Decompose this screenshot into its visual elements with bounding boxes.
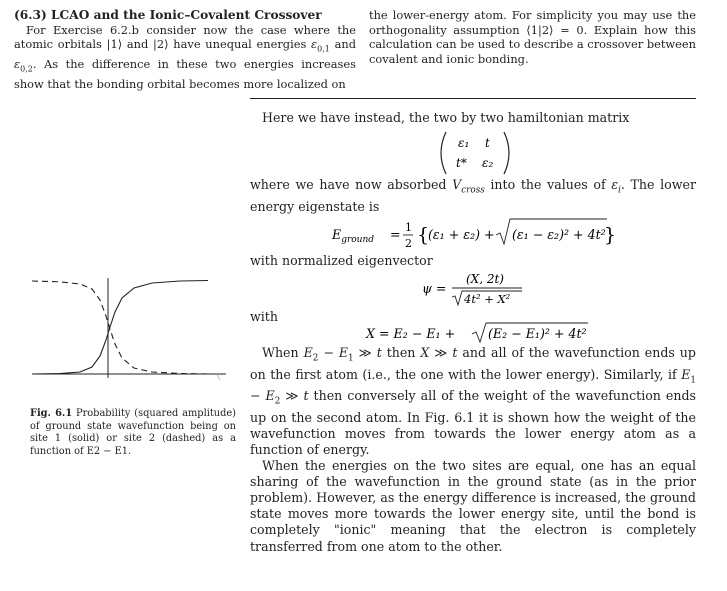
svg-text:=: = (390, 226, 401, 242)
exercise-title: (6.3) LCAO and the Ionic–Covalent Crossover (14, 8, 322, 22)
svg-text:1: 1 (405, 220, 412, 234)
matrix-a21: t* (456, 156, 467, 171)
exercise-left-column (14, 8, 356, 92)
svg-text:(X, 2t): (X, 2t) (466, 271, 504, 286)
svg-text:}: } (604, 223, 617, 246)
paragraph-1: When $E_2 - E_1$ ≫ t then X ≫ t and all of the wavefunction ends up on the first atom (i.e., the one with the lower energy). Similarly, if $E_1 - E_2$ ≫ t then conversely all of the weight of the wavefunction ends up on the second atom. In Fig. 6.1 it is shown how the weight of the wavefunction moves from towards the lower energy atom as a function of energy. (250, 344, 696, 457)
caption-text: Probability (squared amplitude) of ground state wavefunction being on site 1 (solid) or site 2 (dashed) as a function of E2 − E1. (30, 408, 236, 457)
caption-label: Fig. 6.1 (30, 408, 73, 419)
svg-text:4t² + X²: 4t² + X² (464, 291, 511, 306)
section-rule (250, 98, 696, 99)
hamiltonian-matrix (250, 129, 696, 177)
figure-caption (30, 408, 236, 458)
svg-text:Eground: $E_{ground}$ (332, 226, 375, 245)
matrix-a11: ε₁ (458, 136, 470, 151)
exercise-right-column (369, 8, 696, 66)
e-ground-equation (250, 215, 696, 253)
figure-6-1 (30, 278, 230, 398)
matrix-a22: ε₂ (482, 156, 494, 171)
solid-curve-site-1 (32, 281, 208, 375)
matrix-a12: t (485, 136, 490, 151)
solution-intro: Here we have instead, the two by two hamiltonian matrix (262, 110, 630, 125)
svg-text:2: 2 (405, 236, 412, 250)
solution-body (250, 110, 696, 555)
svg-text:(E₂ − E₁)² + 4t²: (E₂ − E₁)² + 4t² (488, 325, 587, 341)
svg-text:X = E₂ − E₁ +: X = E₂ − E₁ + (366, 325, 456, 341)
absorbed-text: where we have now absorbed $V_{cross}$ into the values of $\varepsilon_i$. The lower energy eigenstate is (250, 177, 697, 214)
svg-text:(ε₁ − ε₂)² + 4t²: (ε₁ − ε₂)² + 4t² (512, 226, 606, 242)
psi-equation (250, 269, 696, 309)
dashed-curve-site-2 (32, 281, 208, 374)
svg-text:(ε₁ + ε₂) +: (ε₁ + ε₂) + (428, 226, 495, 242)
exercise-text-left: For Exercise 6.2.b consider now the case where the atomic orbitals |1⟩ and |2⟩ have unequal energies $\varepsilon_{0,1}$ and $\varepsilon_{0,2}$. As the difference in these two energies increases show that the bonding orbital becomes more localized on (14, 22, 356, 91)
normalized-text: with normalized eigenvector (250, 252, 433, 268)
exercise-text-right: the lower-energy atom. For simplicity you may use the orthogonality assumption ⟨1|2⟩ = 0. Explain how this calculation can be used to describe a crossover between covalent and ionic bonding. (369, 8, 696, 66)
svg-text:{: { (417, 223, 430, 246)
x-definition-equation (250, 321, 696, 345)
paragraph-2: When the energies on the two sites are equal, one has an equal sharing of the wavefunction in the ground state (as in the prior problem). However, as the energy difference is increased, the ground state moves more towards the lower energy site, until the bond is completely "ionic" meaning that the electron is completely transferred from one atom to the other. (250, 458, 696, 554)
svg-text:ψ =: ψ = (422, 280, 447, 296)
with-text: with (250, 308, 278, 324)
